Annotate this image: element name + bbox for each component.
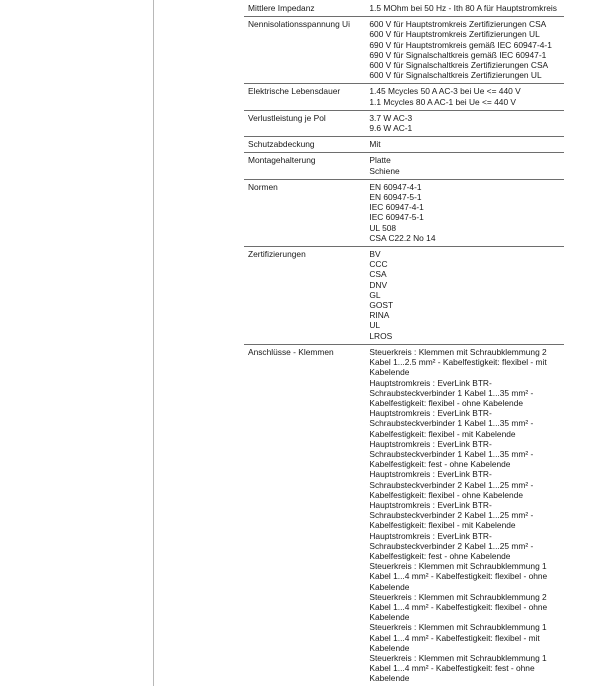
spec-value <box>365 137 564 153</box>
spec-value-line: Hauptstromkreis : EverLink BTR- <box>369 499 492 510</box>
spec-value-line: Kabelfestigkeit: flexibel - ohne Kabelende <box>369 397 524 408</box>
spec-value-line: UL <box>369 320 381 331</box>
spec-value-line: Kabelende <box>369 367 410 378</box>
spec-value-line: Kabel 1...2.5 mm² - Kabelfestigkeit: flexibel - mit <box>369 357 547 368</box>
spec-row <box>244 17 564 84</box>
spec-value-line: Kabel 1...4 mm² - Kabelfestigkeit: flexibel - ohne <box>369 571 548 582</box>
spec-value-line: CSA <box>369 269 387 280</box>
spec-value-line: GL <box>369 289 381 300</box>
spec-value-line: Kabelende <box>369 673 410 684</box>
spec-value-line: Steuerkreis : Klemmen mit Schraubklemmung 2 <box>369 591 547 602</box>
spec-value-line: Hauptstromkreis : EverLink BTR- <box>369 377 492 388</box>
spec-value-line: Kabelfestigkeit: flexibel - ohne Kabelende <box>369 489 524 500</box>
spec-value-line: Kabelfestigkeit: fest - ohne Kabelende <box>369 550 511 561</box>
spec-value-line: Kabelende <box>369 581 410 592</box>
spec-value-line: BV <box>369 249 381 260</box>
spec-value-line: Hauptstromkreis : EverLink BTR- <box>369 408 492 419</box>
spec-value-line: UL 508 <box>369 222 397 233</box>
spec-value-line: Kabelfestigkeit: flexibel - mit Kabelende <box>369 428 516 439</box>
spec-value-line: EN 60947-5-1 <box>369 192 422 203</box>
spec-value-line: Schraubsteckverbinder 1 Kabel 1...35 mm² - <box>369 418 534 429</box>
spec-value-line: Steuerkreis : Klemmen mit Schraubklemmung 1 <box>369 652 547 663</box>
spec-value-line: DNV <box>369 279 388 290</box>
spec-value-line: Schraubsteckverbinder 2 Kabel 1...25 mm² - <box>369 479 534 490</box>
spec-value-line: 600 V für Hauptstromkreis Zertifizierungen CSA <box>369 19 547 30</box>
spec-value-line: CSA C22.2 No 14 <box>369 232 436 243</box>
spec-value-line: IEC 60947-5-1 <box>369 212 424 223</box>
spec-value <box>365 0 564 17</box>
spec-value-line: EN 60947-4-1 <box>369 181 422 192</box>
spec-label: Montagehalterung <box>244 153 365 179</box>
spec-value-line: Schraubsteckverbinder 1 Kabel 1...35 mm² - <box>369 448 534 459</box>
spec-value-line: Steuerkreis : Klemmen mit Schraubklemmung 1 <box>369 561 547 572</box>
spec-value-line: IEC 60947-4-1 <box>369 202 424 213</box>
spec-value-line: 690 V für Hauptstromkreis gemäß IEC 60947-4-1 <box>369 39 552 50</box>
spec-value <box>365 110 564 136</box>
spec-value-line: Kabelende <box>369 612 410 623</box>
spec-value-line: Kabel 1...4 mm² - Kabelfestigkeit: flexibel - mit <box>369 632 540 643</box>
spec-label: Nennisolationsspannung Ui <box>244 17 365 84</box>
spec-row <box>244 153 564 179</box>
spec-value-line: 9.6 W AC-1 <box>369 123 413 134</box>
spec-label: Mittlere Impedanz <box>244 0 365 17</box>
spec-row <box>244 0 564 17</box>
spec-label: Elektrische Lebensdauer <box>244 84 365 110</box>
spec-value-line: GOST <box>369 300 394 311</box>
spec-label: Verlustleistung je Pol <box>244 110 365 136</box>
spec-row <box>244 137 564 153</box>
spec-value <box>365 179 564 246</box>
spec-value-line: Kabelfestigkeit: fest - ohne Kabelende <box>369 459 511 470</box>
spec-label: Anschlüsse - Klemmen <box>248 346 334 357</box>
spec-value-line: Kabel 1...4 mm² - Kabelfestigkeit: fest - ohne <box>369 663 535 674</box>
left-divider-line <box>153 0 154 686</box>
spec-value-line: Kabel 1...4 mm² - Kabelfestigkeit: flexibel - ohne <box>369 601 548 612</box>
specification-table-body <box>244 0 564 687</box>
spec-value-line: Schraubsteckverbinder 1 Kabel 1...35 mm² - <box>369 387 534 398</box>
spec-value-line: Hauptstromkreis : EverLink BTR- <box>369 438 492 449</box>
spec-row <box>244 110 564 136</box>
spec-value-line: Hauptstromkreis : EverLink BTR- <box>369 530 492 541</box>
spec-value-line: Schiene <box>369 165 400 176</box>
spec-row <box>244 84 564 110</box>
spec-value <box>365 344 564 686</box>
spec-value-line: Steuerkreis : Klemmen mit Schraubklemmung 2 <box>369 346 547 357</box>
spec-label: Schutzabdeckung <box>244 137 365 153</box>
spec-value <box>365 153 564 179</box>
spec-row <box>244 179 564 246</box>
spec-value <box>365 247 564 345</box>
spec-value <box>365 17 564 84</box>
spec-value-line: Steuerkreis : Klemmen mit Schraubklemmung 1 <box>369 622 547 633</box>
spec-value-line: CCC <box>369 259 388 270</box>
spec-value-line: 690 V für Signalschaltkreis gemäß IEC 60947-1 <box>369 49 547 60</box>
spec-value-line: 600 V für Signalschaltkreis Zertifizierungen CSA <box>369 60 549 71</box>
spec-value-line: Platte <box>369 155 391 166</box>
specification-table <box>244 0 564 687</box>
spec-value-line: LROS <box>369 330 393 341</box>
spec-value-line: Hauptstromkreis : EverLink BTR- <box>369 469 492 480</box>
spec-value-line: 1.1 Mcycles 80 A AC-1 bei Ue <= 440 V <box>369 96 517 107</box>
spec-value-line: RINA <box>369 310 390 321</box>
spec-value-line: Schraubsteckverbinder 2 Kabel 1...25 mm² - <box>369 540 534 551</box>
spec-row <box>244 247 564 345</box>
spec-value-line: 600 V für Signalschaltkreis Zertifizierungen UL <box>369 70 542 81</box>
spec-label: Normen <box>244 179 365 246</box>
spec-value-line: 3.7 W AC-3 <box>369 112 413 123</box>
spec-value <box>365 84 564 110</box>
spec-value-line: 1.45 Mcycles 50 A AC-3 bei Ue <= 440 V <box>369 86 521 97</box>
spec-label: Zertifizierungen <box>244 247 365 345</box>
spec-value-line: 1.5 MOhm bei 50 Hz - Ith 80 A für Hauptstromkreis <box>369 3 557 13</box>
spec-value-line: Kabelfestigkeit: flexibel - mit Kabelende <box>369 520 516 531</box>
spec-value-line: Schraubsteckverbinder 2 Kabel 1...25 mm² - <box>369 510 534 521</box>
spec-value-line: Kabelende <box>369 642 410 653</box>
spec-value-line: 600 V für Hauptstromkreis Zertifizierungen UL <box>369 29 540 40</box>
spec-row <box>244 344 564 686</box>
spec-value-line: Mit <box>369 139 381 150</box>
